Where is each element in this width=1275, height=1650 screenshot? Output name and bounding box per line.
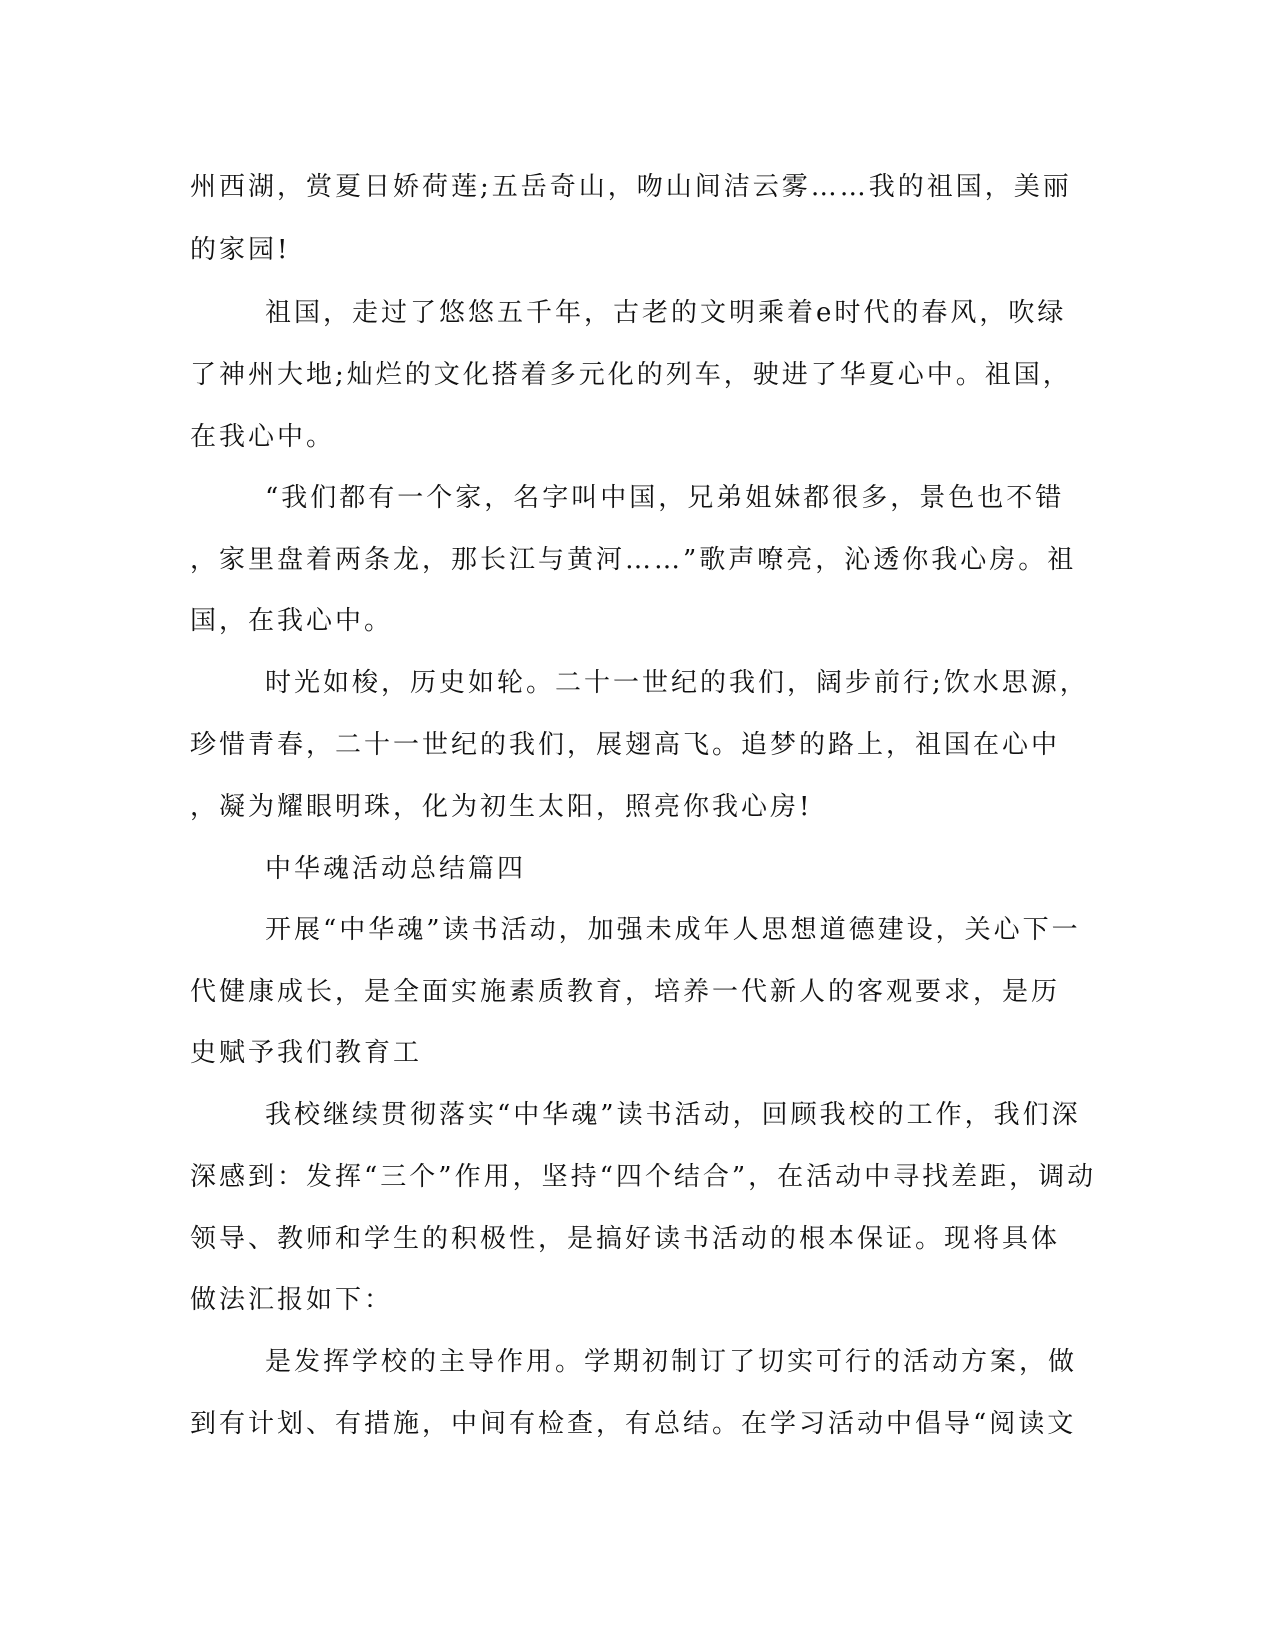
- text-line: 我校继续贯彻落实“中华魂”读书活动，回顾我校的工作，我们深: [265, 1100, 1081, 1130]
- text-line: 是发挥学校的主导作用。学期初制订了切实可行的活动方案，做: [265, 1347, 1078, 1377]
- text-line: 做法汇报如下：: [190, 1285, 394, 1315]
- text-line: ，凝为耀眼明珠，化为初生太阳，照亮你我心房!: [190, 792, 813, 822]
- text-line: 代健康成长，是全面实施素质教育，培养一代新人的客观要求，是历: [190, 977, 1061, 1007]
- text-line: 的家园!: [190, 235, 291, 265]
- text-line: 州西湖，赏夏日娇荷莲;五岳奇山，吻山间洁云雾……我的祖国，美丽: [190, 172, 1072, 202]
- text-line: ，家里盘着两条龙，那长江与黄河……”歌声嘹亮，沁透你我心房。祖: [190, 545, 1077, 575]
- text-line: 领导、教师和学生的积极性，是搞好读书活动的根本保证。现将具体: [190, 1224, 1061, 1254]
- text-line: 祖国，走过了悠悠五千年，古老的文明乘着e时代的春风，吹绿: [265, 298, 1067, 328]
- text-line: 到有计划、有措施，中间有检查，有总结。在学习活动中倡导“阅读文: [190, 1409, 1077, 1439]
- text-line: 时光如梭，历史如轮。二十一世纪的我们，阔步前行;饮水思源，: [265, 668, 1089, 698]
- text-line: 深感到：发挥“三个”作用，坚持“四个结合”，在活动中寻找差距，调动: [190, 1162, 1097, 1192]
- section-heading: 中华魂活动总结篇四: [265, 854, 527, 884]
- text-line: 开展“中华魂”读书活动，加强未成年人思想道德建设，关心下一: [265, 915, 1081, 945]
- text-line: 了神州大地;灿烂的文化搭着多元化的列车，驶进了华夏心中。祖国，: [190, 360, 1072, 390]
- text-line: 国，在我心中。: [190, 606, 394, 636]
- text-line: 史赋予我们教育工: [190, 1038, 423, 1068]
- text-line: 在我心中。: [190, 422, 336, 452]
- text-line: “我们都有一个家，名字叫中国，兄弟姐妹都很多，景色也不错: [265, 483, 1065, 513]
- text-line: 珍惜青春，二十一世纪的我们，展翅高飞。追梦的路上，祖国在心中: [190, 730, 1061, 760]
